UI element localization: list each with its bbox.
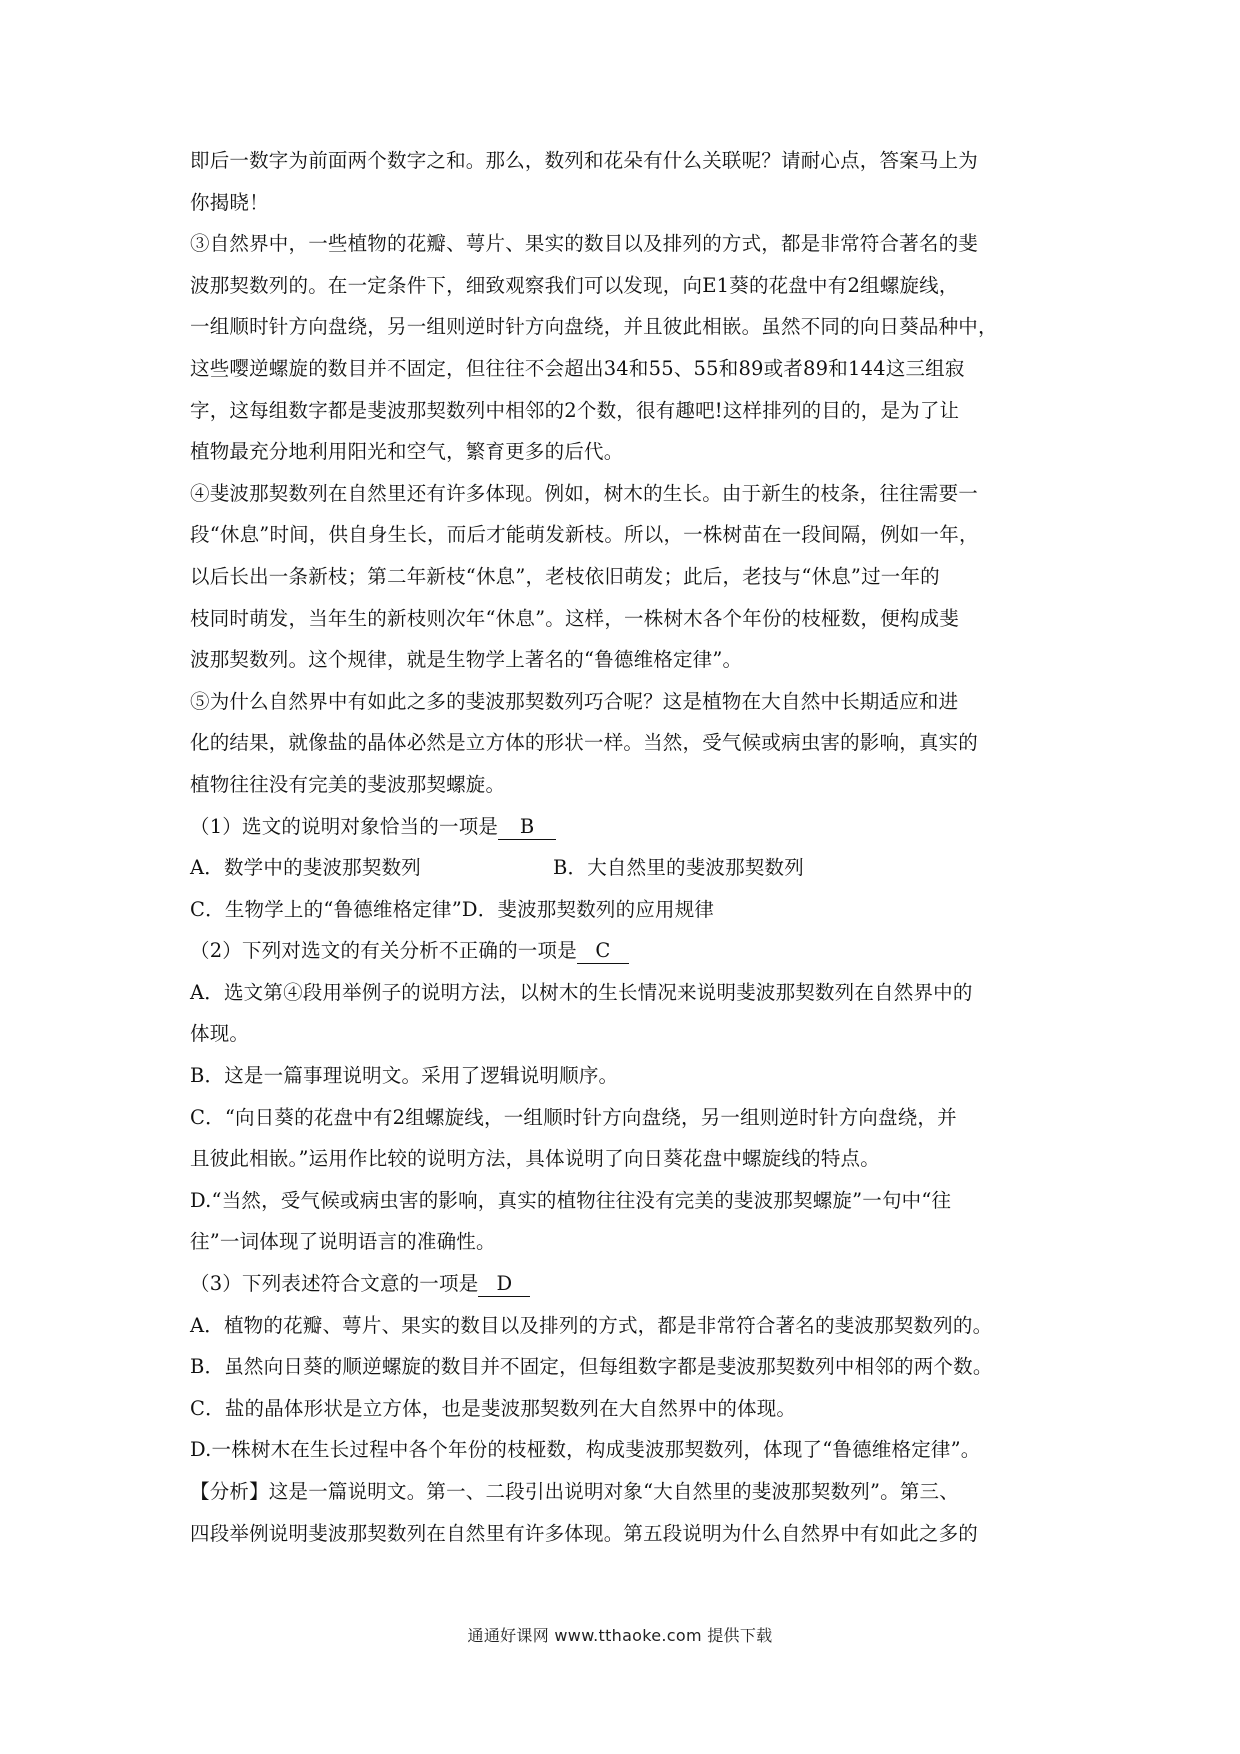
question-3-stem <box>190 1263 1060 1305</box>
paragraph-3-line: 字，这每组数字都是斐波那契数列中相邻的2个数，很有趣吧!这样排列的目的，是为了让 <box>190 398 960 422</box>
text-line: 你揭晓！ <box>190 190 269 214</box>
question-3-line: C．盐的晶体形状是立方体，也是斐波那契数列在大自然界中的体现。 <box>190 1396 797 1420</box>
question-1-stem <box>190 806 1060 848</box>
analysis-line: 四段举例说明斐波那契数列在自然里有许多体现。第五段说明为什么自然界中有如此之多的 <box>190 1521 979 1545</box>
question-1-option-a: A．数学中的斐波那契数列 <box>190 856 421 880</box>
question-2-line: D.“当然，受气候或病虫害的影响，真实的植物往往没有完美的斐波那契螺旋”一句中“往 <box>190 1188 952 1212</box>
question-1-option-b: B．大自然里的斐波那契数列 <box>552 856 804 880</box>
question-1-options-cd: C．生物学上的“鲁德维格定律”D．斐波那契数列的应用规律 <box>190 897 715 921</box>
question-1-text: （1）选文的说明对象恰当的一项是 <box>190 814 499 838</box>
question-2-line: 且彼此相嵌。”运用作比较的说明方法，具体说明了向日葵花盘中螺旋线的特点。 <box>190 1147 880 1171</box>
paragraph-3-line: 这些嘤逆螺旋的数目并不固定，但往往不会超出34和55、55和89或者89和144这三组寂 <box>190 356 965 380</box>
question-2-stem <box>190 930 1060 972</box>
question-1-answer: B <box>498 815 556 840</box>
paragraph-4-line: ④斐波那契数列在自然里还有许多体现。例如，树木的生长。由于新生的枝条，往往需要一 <box>190 481 979 505</box>
question-3-line: D.一株树木在生长过程中各个年份的枝桠数，构成斐波那契数列，体现了“鲁德维格定律”。 <box>190 1438 981 1462</box>
question-3-answer: D <box>478 1272 530 1297</box>
paragraph-5-line: ⑤为什么自然界中有如此之多的斐波那契数列巧合呢？这是植物在大自然中长期适应和进 <box>190 689 959 713</box>
question-1-options-ab <box>190 847 1060 889</box>
paragraph-3-line: ③自然界中，一些植物的花瓣、萼片、果实的数目以及排列的方式，都是非常符合著名的斐 <box>190 232 979 256</box>
text-line: 即后一数字为前面两个数字之和。那么，数列和花朵有什么关联呢？请耐心点，答案马上为 <box>190 149 979 172</box>
paragraph-4-line: 段“休息”时间，供自身生长，而后才能萌发新枝。所以，一株树苗在一段间隔，例如一年， <box>190 523 979 547</box>
paragraph-5-line: 化的结果，就像盐的晶体必然是立方体的形状一样。当然，受气候或病虫害的影响，真实的 <box>190 731 979 755</box>
paragraph-3-line: 一组顺时针方向盘绕，另一组则逆时针方向盘绕，并且彼此相嵌。虽然不同的向日葵品种中， <box>190 315 998 339</box>
paragraph-4-line: 以后长出一条新枝；第二年新枝“休息”，老枝依旧萌发；此后，老技与“休息”过一年的 <box>190 564 940 588</box>
document-body <box>190 140 1060 1554</box>
paragraph-4-line: 波那契数列。这个规律，就是生物学上著名的“鲁德维格定律”。 <box>190 648 743 672</box>
question-2-answer: C <box>577 939 629 964</box>
question-2-line: C．“向日葵的花盘中有2组螺旋线，一组顺时针方向盘绕，另一组则逆时针方向盘绕，并 <box>190 1105 957 1129</box>
analysis-line: 【分析】这是一篇说明文。第一、二段引出说明对象“大自然里的斐波那契数列”。第三、 <box>190 1480 959 1503</box>
paragraph-3-line: 波那契数列的。在一定条件下，细致观察我们可以发现，向E1葵的花盘中有2组螺旋线， <box>190 273 959 297</box>
question-2-line: B．这是一篇事理说明文。采用了逻辑说明顺序。 <box>190 1064 619 1088</box>
question-3-text: （3）下列表述符合文意的一项是 <box>190 1272 479 1296</box>
question-2-line: A．选文第④段用举例子的说明方法，以树木的生长情况来说明斐波那契数列在自然界中的 <box>190 980 973 1004</box>
question-2-text: （2）下列对选文的有关分析不正确的一项是 <box>190 939 577 963</box>
question-3-line: A．植物的花瓣、萼片、果实的数目以及排列的方式，都是非常符合著名的斐波那契数列的。 <box>190 1313 993 1337</box>
question-2-line: 往”一词体现了说明语言的准确性。 <box>190 1230 496 1254</box>
paragraph-3-line: 植物最充分地利用阳光和空气，繁育更多的后代。 <box>190 440 624 464</box>
page-footer: 通通好课网 www.tthaoke.com 提供下载 <box>467 1626 773 1645</box>
question-3-line: B．虽然向日葵的顺逆螺旋的数目并不固定，但每组数字都是斐波那契数列中相邻的两个数。 <box>190 1355 993 1379</box>
paragraph-5-line: 植物往往没有完美的斐波那契螺旋。 <box>190 772 506 796</box>
question-2-line: 体现。 <box>190 1022 250 1046</box>
paragraph-4-line: 枝同时萌发，当年生的新枝则次年“休息”。这样，一株树木各个年份的枝桠数，便构成斐 <box>190 606 959 630</box>
